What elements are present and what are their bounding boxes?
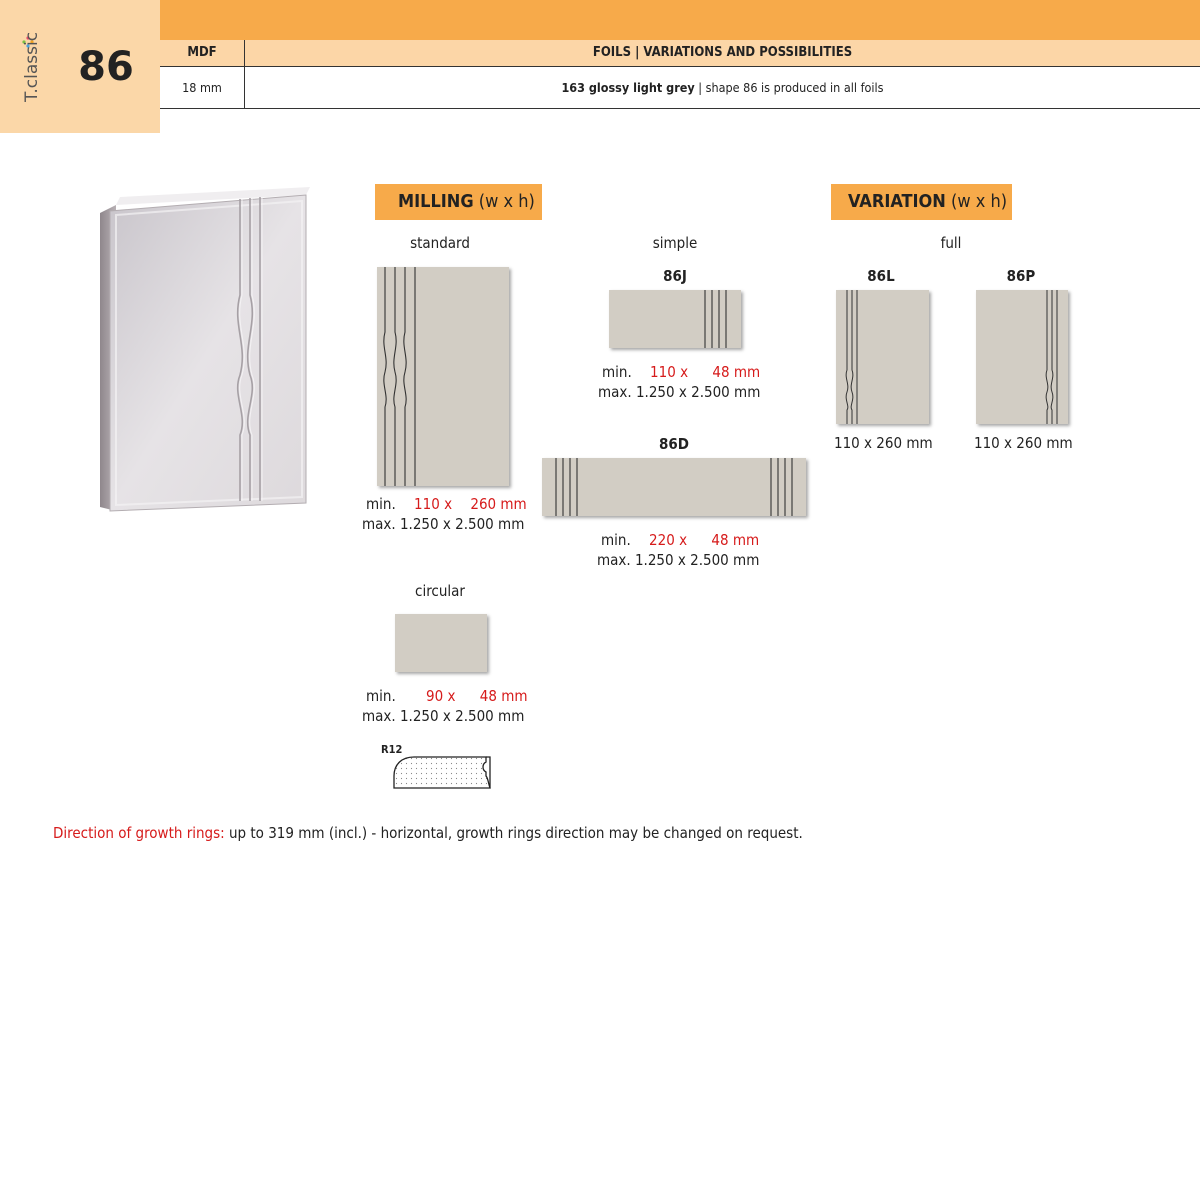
circular-label: circular bbox=[415, 582, 465, 600]
edge-radius-label: R12 bbox=[381, 743, 403, 756]
simple-d-min-w: 220 x bbox=[649, 531, 688, 549]
foil-rest: | shape 86 is produced in all foils bbox=[694, 80, 884, 95]
size-86p: 110 x 260 mm bbox=[974, 434, 1073, 452]
panel-86d bbox=[542, 458, 806, 516]
simple-j-min bbox=[602, 363, 760, 381]
simple-d-min-label: min. bbox=[601, 531, 631, 549]
variation-title: VARIATION bbox=[848, 191, 946, 212]
milling-tab bbox=[375, 184, 542, 220]
size-86l: 110 x 260 mm bbox=[834, 434, 933, 452]
shape-number: 86 bbox=[78, 44, 134, 90]
variation-unit: (w x h) bbox=[951, 191, 1008, 212]
simple-label: simple bbox=[652, 234, 698, 252]
simple-j-min-h: 48 mm bbox=[712, 363, 761, 381]
circular-max: max. 1.250 x 2.500 mm bbox=[362, 707, 525, 725]
standard-label: standard bbox=[410, 234, 470, 252]
growth-rings-text: up to 319 mm (incl.) - horizontal, growth rings direction may be changed on request. bbox=[224, 824, 803, 842]
growth-rings-label: Direction of growth rings: bbox=[53, 824, 225, 842]
panel-86j bbox=[609, 290, 741, 348]
standard-min-h: 260 mm bbox=[470, 495, 527, 513]
circular-min-h: 48 mm bbox=[479, 687, 528, 705]
variation-tab bbox=[831, 184, 1012, 220]
brand-name: T.classic bbox=[22, 31, 42, 102]
standard-min-w: 110 x bbox=[414, 495, 453, 513]
standard-panel bbox=[377, 267, 509, 486]
simple-j-min-w: 110 x bbox=[650, 363, 689, 381]
circular-min-w: 90 x bbox=[426, 687, 456, 705]
milling-unit: (w x h) bbox=[478, 191, 535, 212]
standard-min bbox=[366, 495, 527, 513]
panel-86p bbox=[976, 290, 1068, 424]
code-86j: 86J bbox=[663, 267, 687, 285]
simple-d-min-h: 48 mm bbox=[711, 531, 760, 549]
code-86p: 86P bbox=[1006, 267, 1036, 285]
standard-min-label: min. bbox=[366, 495, 396, 513]
simple-j-min-label: min. bbox=[602, 363, 632, 381]
growth-rings-note bbox=[53, 824, 803, 842]
header-bar bbox=[160, 0, 1200, 41]
simple-d-max: max. 1.250 x 2.500 mm bbox=[597, 551, 760, 569]
circular-panel bbox=[395, 614, 487, 672]
circular-min-label: min. bbox=[366, 687, 396, 705]
circular-min bbox=[366, 687, 528, 705]
code-86d: 86D bbox=[659, 435, 689, 453]
header-foils: FOILS | VARIATIONS AND POSSIBILITIES bbox=[592, 45, 853, 60]
door-image bbox=[92, 185, 312, 515]
simple-d-min bbox=[601, 531, 759, 549]
foil-value bbox=[245, 80, 1200, 95]
panel-86l bbox=[836, 290, 929, 424]
thickness-value: 18 mm bbox=[182, 80, 222, 95]
header-mdf: MDF bbox=[187, 45, 217, 60]
full-label: full bbox=[940, 234, 962, 252]
spec-table bbox=[160, 40, 1200, 109]
simple-j-max: max. 1.250 x 2.500 mm bbox=[598, 383, 761, 401]
milling-title: MILLING bbox=[398, 191, 474, 212]
standard-max: max. 1.250 x 2.500 mm bbox=[362, 515, 525, 533]
edge-profile-icon bbox=[390, 752, 494, 792]
foil-bold: 163 glossy light grey bbox=[561, 80, 695, 95]
code-86l: 86L bbox=[867, 267, 895, 285]
brand-logo bbox=[4, 0, 60, 133]
